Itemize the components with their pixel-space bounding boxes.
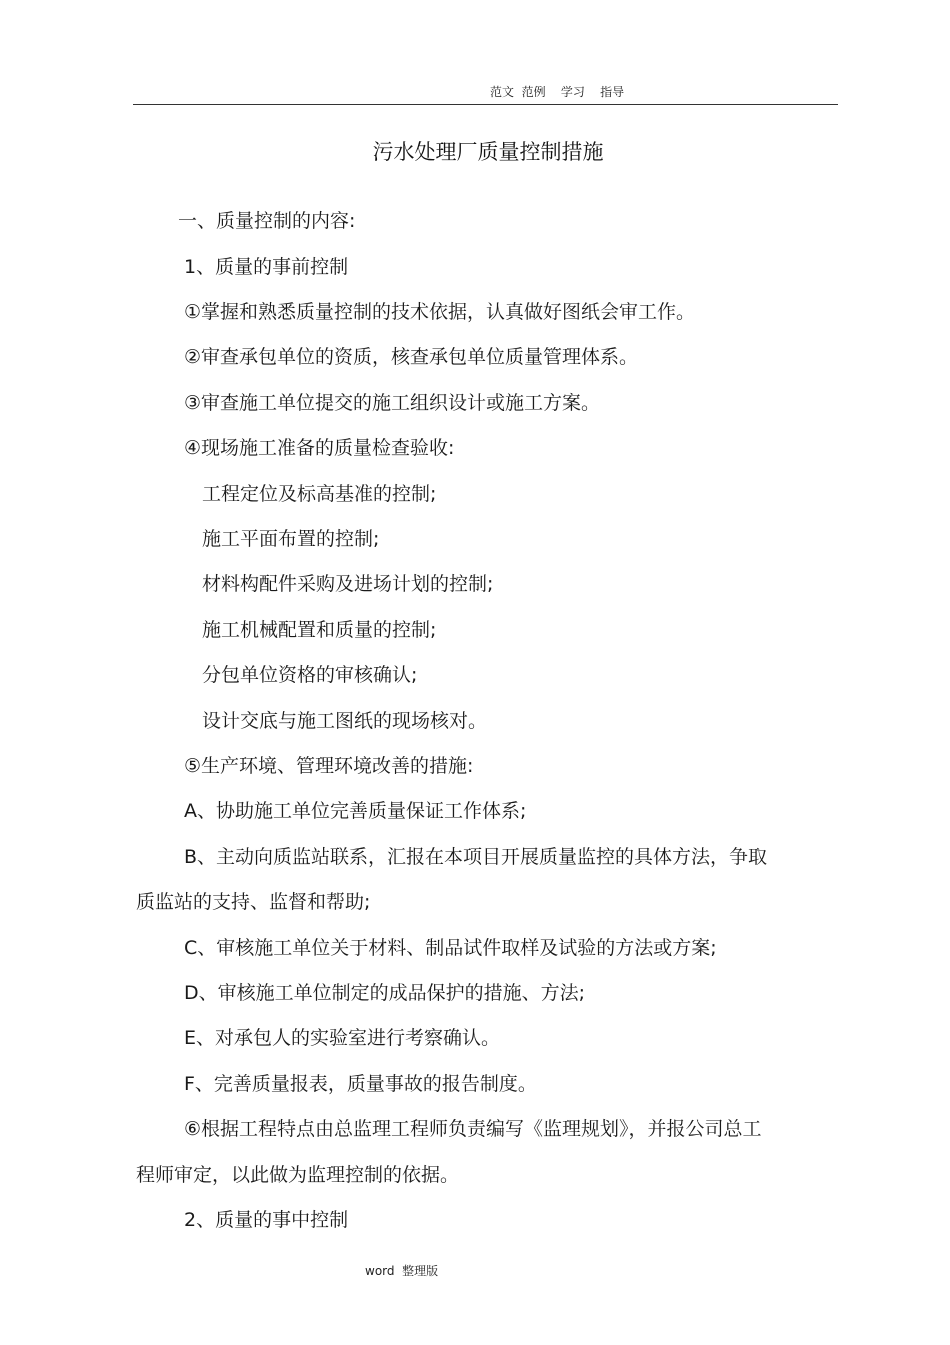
paragraph-line: ⑥根据工程特点由总监理工程师负责编写《监理规划》，并报公司总工 (184, 1118, 762, 1140)
list-item: 工程定位及标高基准的控制; (202, 483, 437, 505)
paragraph-line: ①掌握和熟悉质量控制的技术依据，认真做好图纸会审工作。 (184, 301, 696, 323)
list-item: 分包单位资格的审核确认; (202, 664, 418, 686)
paragraph-line: 程师审定，以此做为监理控制的依据。 (136, 1164, 460, 1186)
section-heading: 一、质量控制的内容: (178, 210, 356, 232)
paragraph-line: F、完善质量报表，质量事故的报告制度。 (184, 1073, 537, 1095)
list-item: 设计交底与施工图纸的现场核对。 (202, 710, 488, 732)
paragraph-line: C、审核施工单位关于材料、制品试件取样及试验的方法或方案; (184, 937, 717, 959)
document-title: 污水处理厂质量控制措施 (372, 140, 604, 164)
list-item: 施工机械配置和质量的控制; (202, 619, 437, 641)
paragraph-line: ③审查施工单位提交的施工组织设计或施工方案。 (184, 392, 601, 414)
paragraph-line: D、审核施工单位制定的成品保护的措施、方法; (184, 982, 586, 1004)
page-header (0, 83, 950, 103)
paragraph-line: 质监站的支持、监督和帮助; (136, 891, 371, 913)
subsection-heading: 2、质量的事中控制 (184, 1209, 349, 1231)
header-text: 范文 范例 学习 指导 (490, 85, 625, 99)
paragraph-line: ⑤生产环境、管理环境改善的措施: (184, 755, 474, 777)
list-item: 施工平面布置的控制; (202, 528, 380, 550)
paragraph-line: A、协助施工单位完善质量保证工作体系; (184, 800, 527, 822)
page-footer: word 整理版 (365, 1264, 439, 1278)
subsection-heading: 1、质量的事前控制 (184, 256, 349, 278)
paragraph-line: B、主动向质监站联系，汇报在本项目开展质量监控的具体方法，争取 (184, 846, 768, 868)
paragraph-line: ④现场施工准备的质量检查验收: (184, 437, 455, 459)
header-divider (133, 104, 838, 105)
list-item: 材料构配件采购及进场计划的控制; (202, 573, 494, 595)
paragraph-line: E、对承包人的实验室进行考察确认。 (184, 1027, 501, 1049)
paragraph-line: ②审查承包单位的资质，核查承包单位质量管理体系。 (184, 346, 639, 368)
